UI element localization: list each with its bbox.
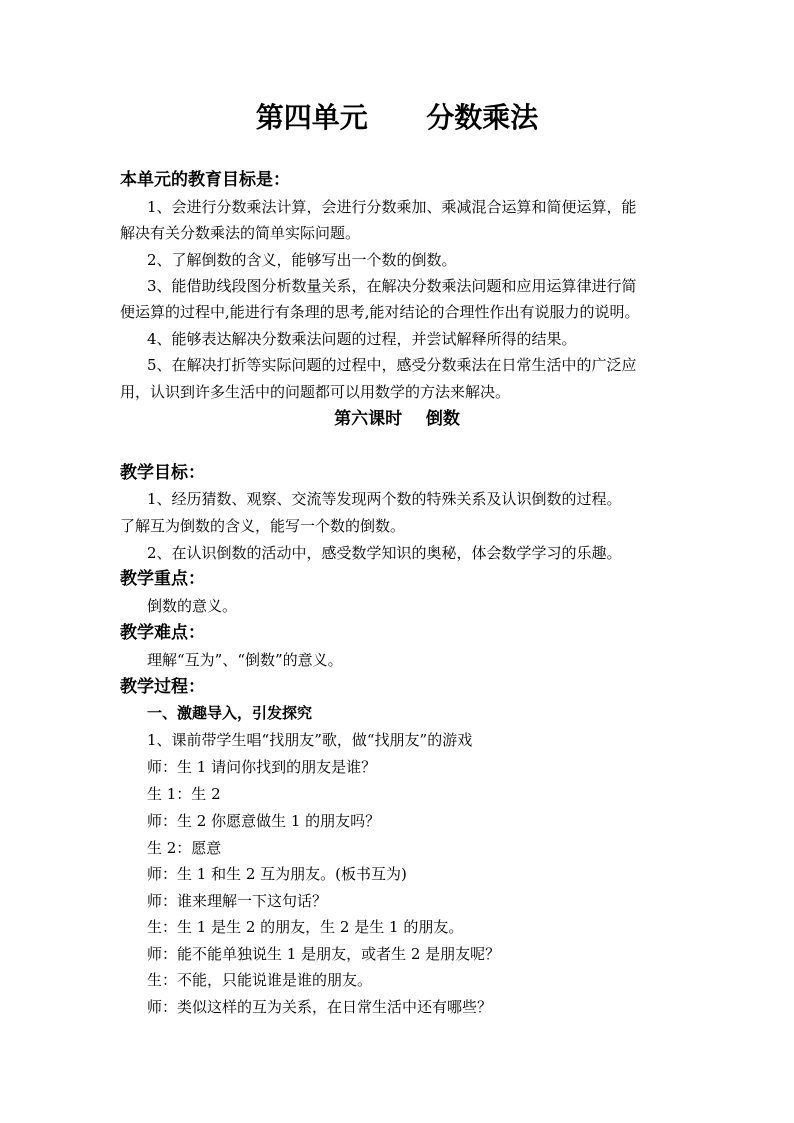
process-line: 师：类似这样的互为关系，在日常生活中还有哪些？ (147, 998, 493, 1016)
process-line: 生 1：生 2 (147, 785, 221, 803)
unit-goal-5-line-1: 5、在解决打折等实际问题的过程中，感受分数乘法在日常生活中的广泛应 (147, 356, 637, 374)
difficult-point-heading: 教学难点： (120, 623, 205, 643)
process-line: 生：不能，只能说谁是谁的朋友。 (147, 971, 373, 989)
teaching-goal-1-line-1: 1、经历猜数、观察、交流等发现两个数的特殊关系及认识倒数的过程。 (147, 490, 622, 508)
teaching-goal-1-line-2: 了解互为倒数的含义，能写一个数的倒数。 (120, 517, 406, 535)
process-heading: 教学过程： (120, 677, 205, 697)
unit-goal-4: 4、能够表达解决分数乘法问题的过程，并尝试解释所得的结果。 (147, 330, 577, 348)
teaching-goals-heading: 教学目标： (120, 463, 205, 483)
unit-goals-heading: 本单元的教育目标是： (120, 170, 290, 190)
unit-goal-1-line-2: 解决有关分数乘法的简单实际问题。 (120, 224, 361, 242)
key-point-text: 倒数的意义。 (147, 597, 238, 615)
process-section-1-title: 一、激趣导入，引发探究 (147, 704, 313, 722)
unit-goal-3-line-1: 3、能借助线段图分析数量关系，在解决分数乘法问题和应用运算律进行简 (147, 277, 637, 295)
key-point-heading: 教学重点： (120, 569, 205, 589)
process-line: 师：能不能单独说生 1 是朋友，或者生 2 是朋友呢？ (147, 945, 501, 963)
unit-goal-2: 2、了解倒数的含义，能够写出一个数的倒数。 (147, 251, 457, 269)
unit-goal-5-line-2: 用，认识到许多生活中的问题都可以用数学的方法来解决。 (120, 383, 511, 401)
difficult-point-text: 理解“互为”、“倒数”的意义。 (147, 651, 343, 669)
unit-title: 第四单元 分数乘法 (255, 101, 539, 134)
process-line: 师：生 1 请问你找到的朋友是谁？ (147, 758, 377, 776)
process-line: 师：生 1 和生 2 互为朋友。(板书互为) (147, 865, 407, 883)
lesson-title: 第六课时 倒数 (334, 409, 460, 429)
process-line: 1、课前带学生唱“找朋友”歌，做“找朋友”的游戏 (147, 731, 473, 749)
process-line: 生 2：愿意 (147, 839, 222, 857)
process-line: 师：谁来理解一下这句话？ (147, 892, 328, 910)
process-line: 生：生 1 是生 2 的朋友，生 2 是生 1 的朋友。 (147, 918, 464, 936)
unit-goal-3-line-2: 便运算的过程中,能进行有条理的思考,能对结论的合理性作出有说服力的说明。 (120, 303, 640, 321)
process-line: 师：生 2 你愿意做生 1 的朋友吗？ (147, 812, 381, 830)
teaching-goal-2: 2、在认识倒数的活动中，感受数学知识的奥秘，体会数学学习的乐趣。 (147, 544, 622, 562)
unit-goal-1-line-1: 1、会进行分数乘法计算，会进行分数乘加、乘减混合运算和简便运算，能 (147, 198, 637, 216)
